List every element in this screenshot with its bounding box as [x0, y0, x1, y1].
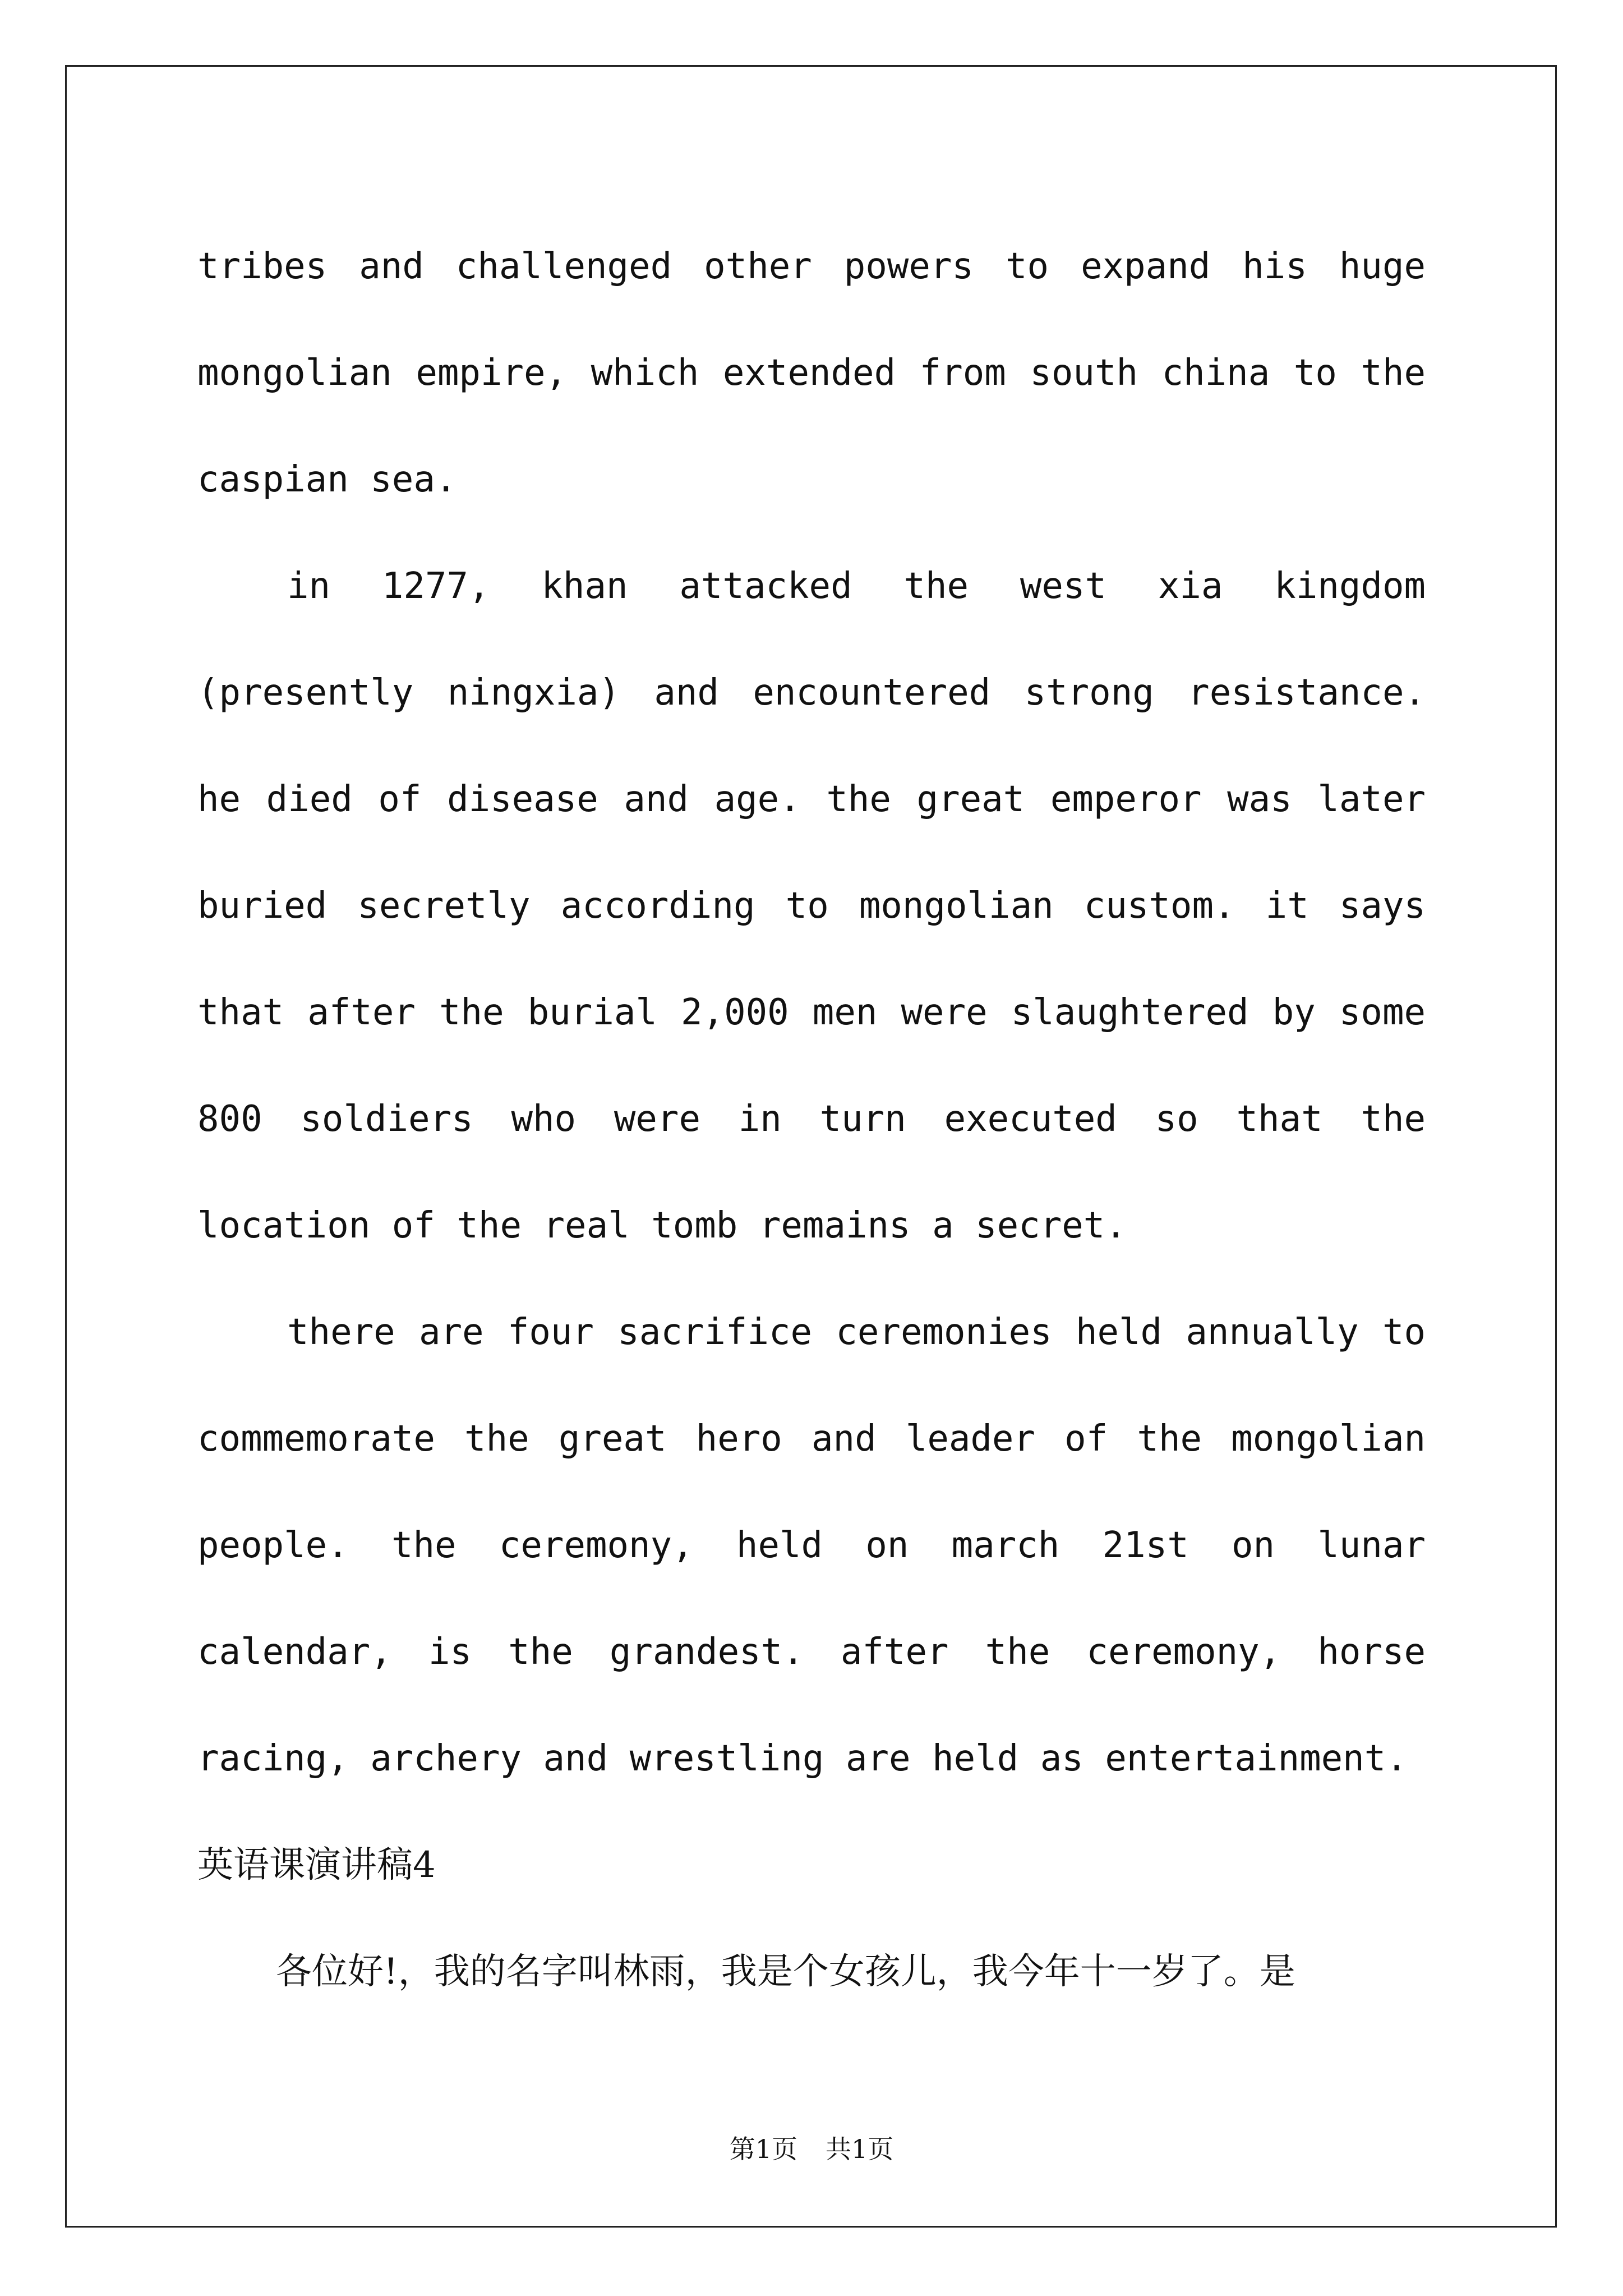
cjk-paragraph: 各位好!，我的名字叫林雨，我是个女孩儿，我今年十一岁了。是 [276, 1951, 1295, 1993]
page-number-current: 第1页 [729, 2134, 797, 2164]
paragraph-2: in 1277, khan attacked the west xia kingdom (presently ningxia) and encountered strong resistance. he died of disease and age. the great emperor was later buried secretly according to mongolian custom. it says that after the burial 2,000 men were slaughtered by some 800 soldiers who were in turn executed so that the location of the real tomb remains a secret. [197, 565, 1426, 1246]
section-heading: 英语课演讲稿4 [197, 1844, 436, 1886]
document-body [197, 213, 1426, 2025]
page-footer [0, 2129, 1623, 2166]
paragraph-3: there are four sacrifice ceremonies held annually to commemorate the great hero and leader of the mongolian people. the ceremony, held on march 21st on lunar calendar, is the grandest. after the ceremony, horse racing, archery and wrestling are held as entertainment. [197, 1312, 1426, 1779]
paragraph-1: tribes and challenged other powers to expand his huge mongolian empire, which extended from south china to the caspian sea. [197, 246, 1426, 500]
page-number-total: 共1页 [826, 2134, 894, 2164]
